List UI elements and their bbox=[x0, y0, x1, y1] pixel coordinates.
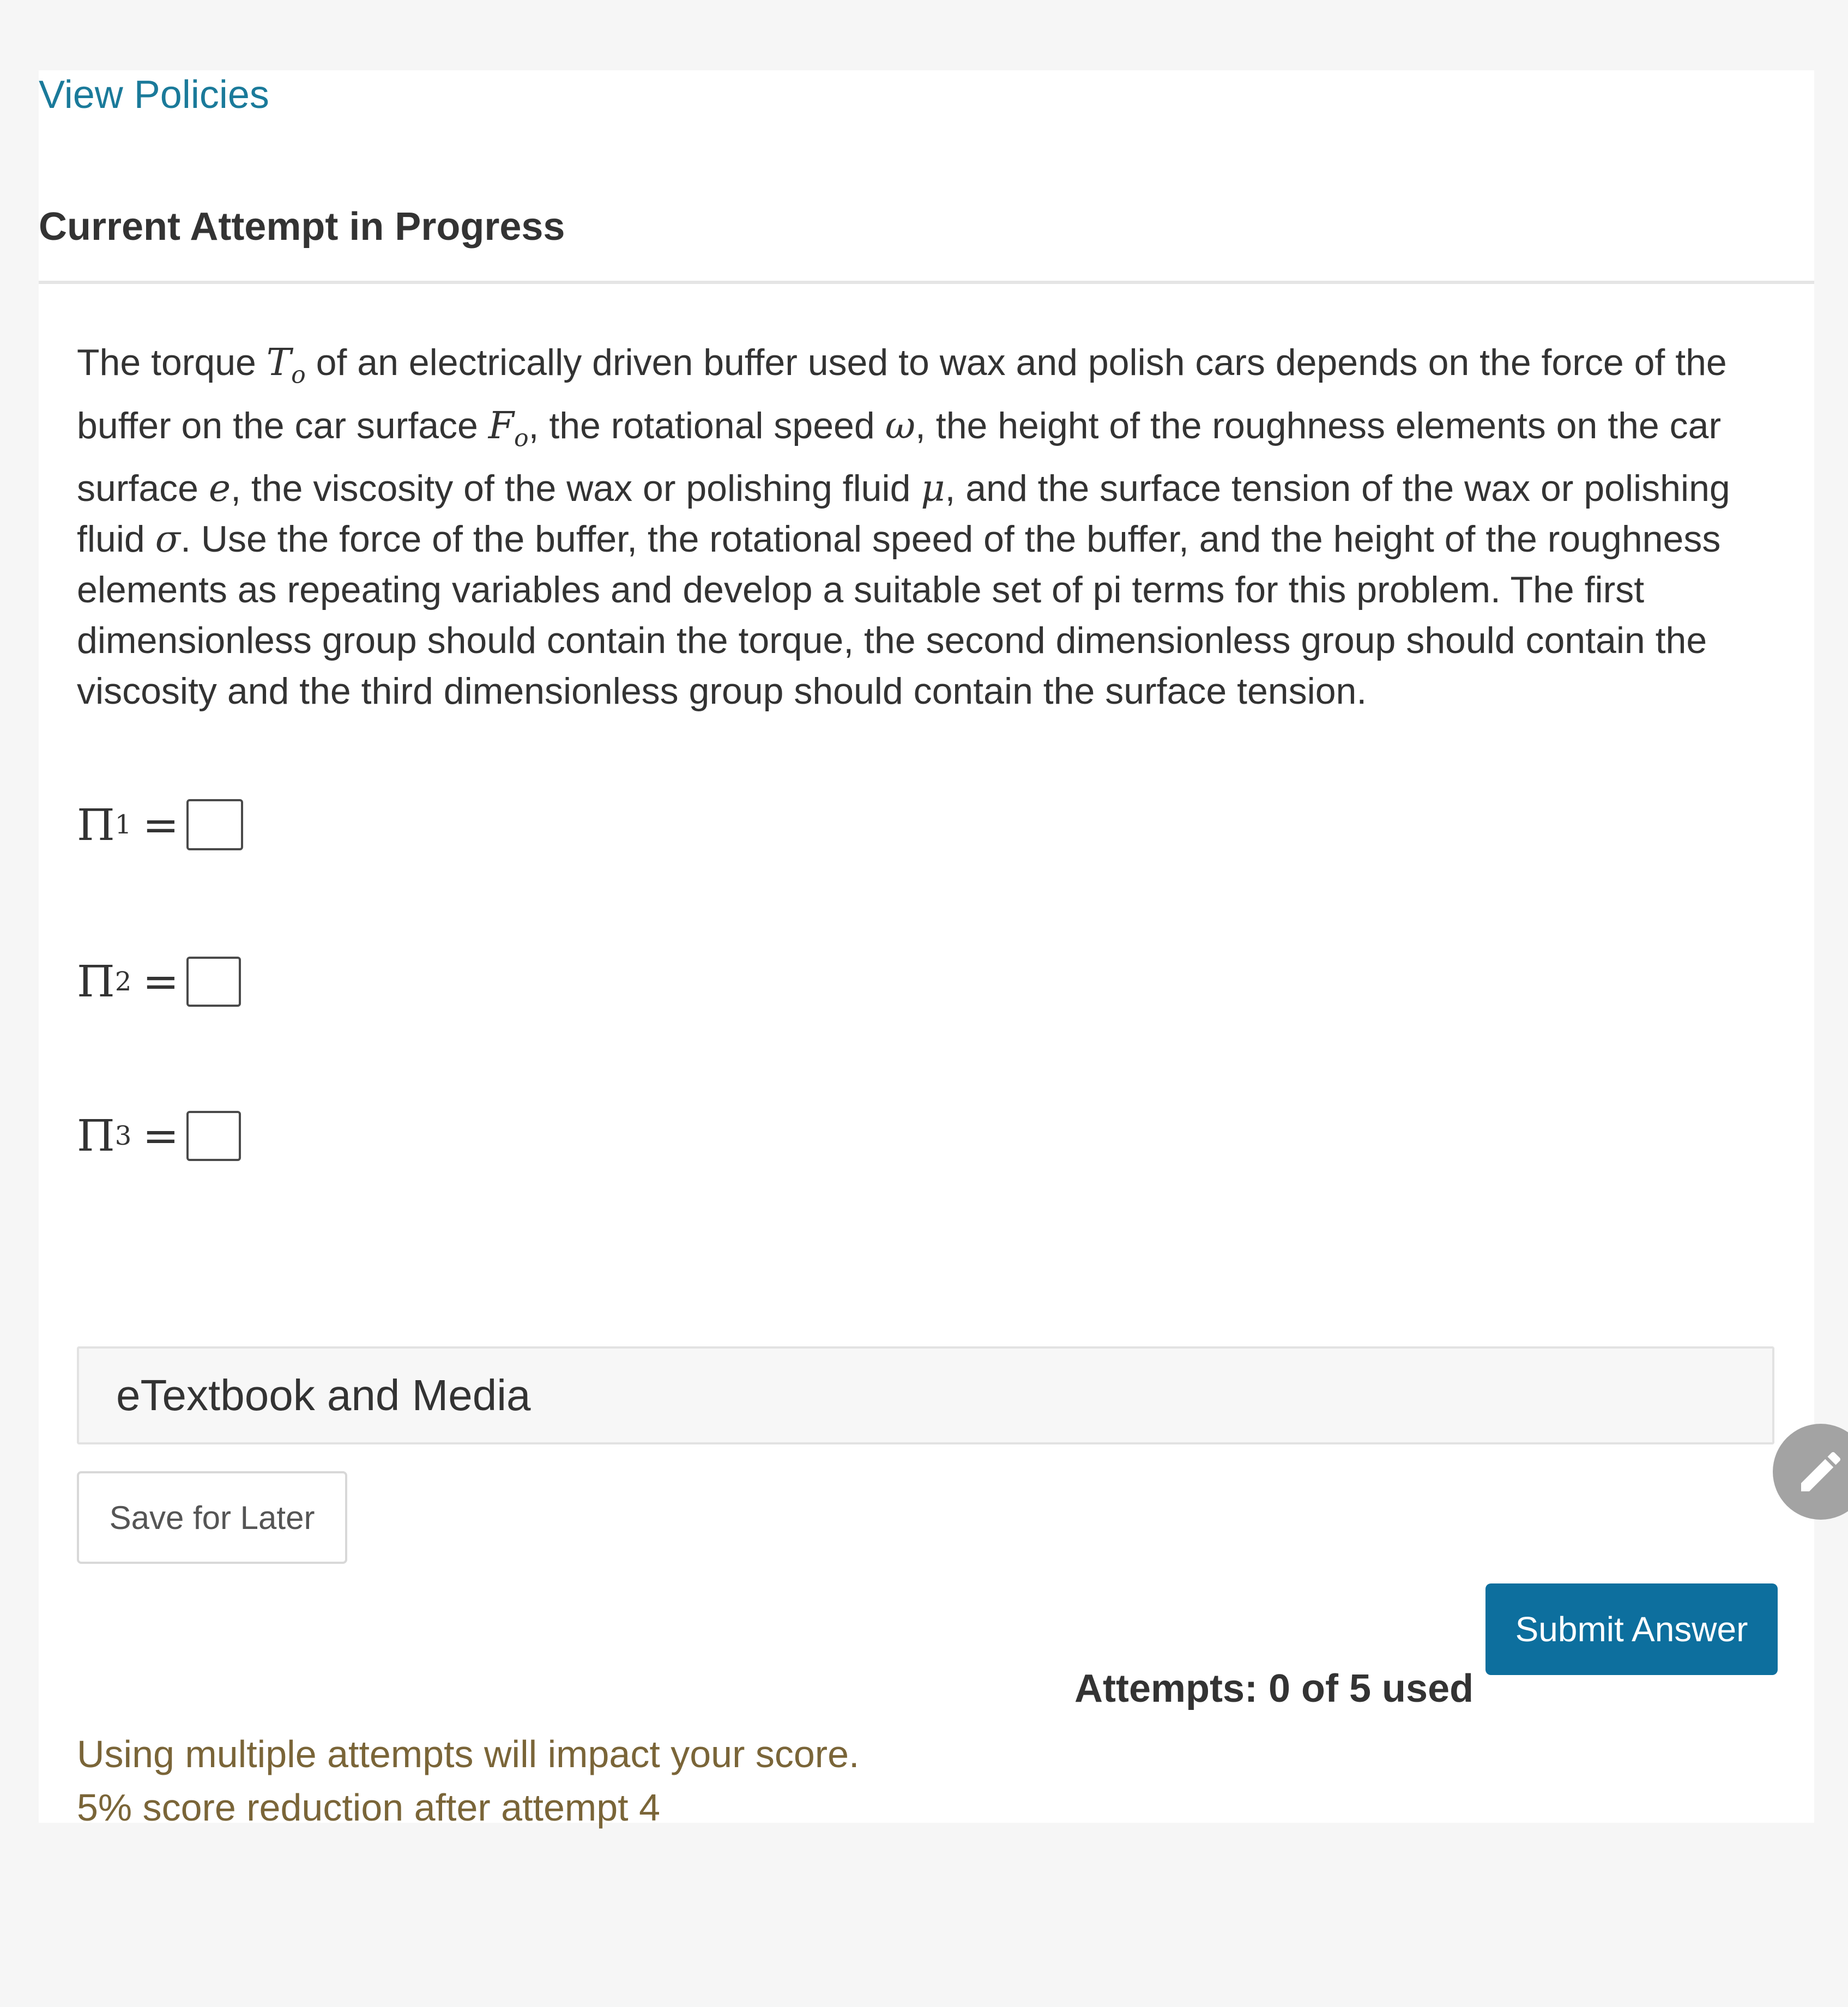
symbol-force bbox=[488, 404, 529, 452]
pi-2-answer-input[interactable] bbox=[186, 957, 241, 1007]
symbol-omega: ω bbox=[885, 404, 916, 448]
equals-sign: = bbox=[142, 956, 179, 1007]
submit-answer-button[interactable]: Submit Answer bbox=[1485, 1583, 1778, 1675]
question-text-part: of an electrically driven buffer used to wax and polish cars depends on the force of the buffer on the car surface bbox=[77, 342, 1727, 446]
question-text-part: , and the surface tension of the wax or polishing fluid bbox=[77, 468, 1730, 560]
pi-symbol: Π bbox=[77, 1110, 115, 1161]
attempts-counter: Attempts: 0 of 5 used bbox=[1074, 1667, 1474, 1710]
symbol-torque bbox=[266, 341, 306, 389]
equals-sign: = bbox=[142, 1110, 179, 1161]
pi-term-1 bbox=[77, 799, 243, 850]
pencil-icon bbox=[1795, 1446, 1847, 1498]
score-warning bbox=[77, 1727, 859, 1834]
attempt-title: Current Attempt in Progress bbox=[39, 205, 565, 249]
question-text-part: , the rotational speed bbox=[528, 404, 885, 446]
question-text-part: , the height of the roughness elements on the car surface bbox=[77, 404, 1722, 510]
pi-term-2 bbox=[77, 956, 241, 1007]
pi-index: 2 bbox=[114, 966, 132, 997]
question-card bbox=[39, 70, 1814, 1829]
question-text-part: . Use the force of the buffer, the rotational speed of the buffer, and the height of the roughness elements as repeating variables and develop a suitable set of pi terms for this problem. The first dimensionless group should contain the torque, the second dimensionless group should contain the viscosity and the third dimensionless group should contain the surface tension. bbox=[77, 518, 1721, 712]
warning-line-1: Using multiple attempts will impact your score. bbox=[77, 1733, 860, 1775]
pi-symbol: Π bbox=[77, 799, 115, 850]
divider bbox=[39, 281, 1814, 284]
save-for-later-button[interactable]: Save for Later bbox=[77, 1471, 347, 1564]
symbol-subscript: o bbox=[291, 361, 306, 389]
question-text-part: , the viscosity of the wax or polishing fluid bbox=[231, 468, 921, 510]
pi-3-answer-input[interactable] bbox=[186, 1111, 241, 1161]
pi-1-answer-input[interactable] bbox=[186, 799, 243, 850]
question-text bbox=[77, 337, 1783, 717]
etextbook-and-media-panel[interactable]: eTextbook and Media bbox=[77, 1346, 1774, 1444]
question-text-part: The torque bbox=[77, 342, 267, 383]
pi-index: 1 bbox=[114, 809, 132, 840]
symbol-letter: F bbox=[488, 404, 514, 448]
pi-index: 3 bbox=[114, 1120, 132, 1151]
symbol-e: e bbox=[208, 467, 231, 511]
symbol-letter: T bbox=[266, 341, 292, 384]
symbol-sigma: σ bbox=[155, 518, 181, 561]
symbol-subscript: o bbox=[514, 424, 529, 452]
warning-line-2: 5% score reduction after attempt 4 bbox=[77, 1786, 660, 1829]
pi-symbol: Π bbox=[77, 956, 115, 1007]
view-policies-link[interactable]: View Policies bbox=[39, 73, 269, 117]
pi-term-3 bbox=[77, 1110, 241, 1161]
equals-sign: = bbox=[142, 799, 179, 850]
symbol-mu: μ bbox=[921, 467, 945, 511]
